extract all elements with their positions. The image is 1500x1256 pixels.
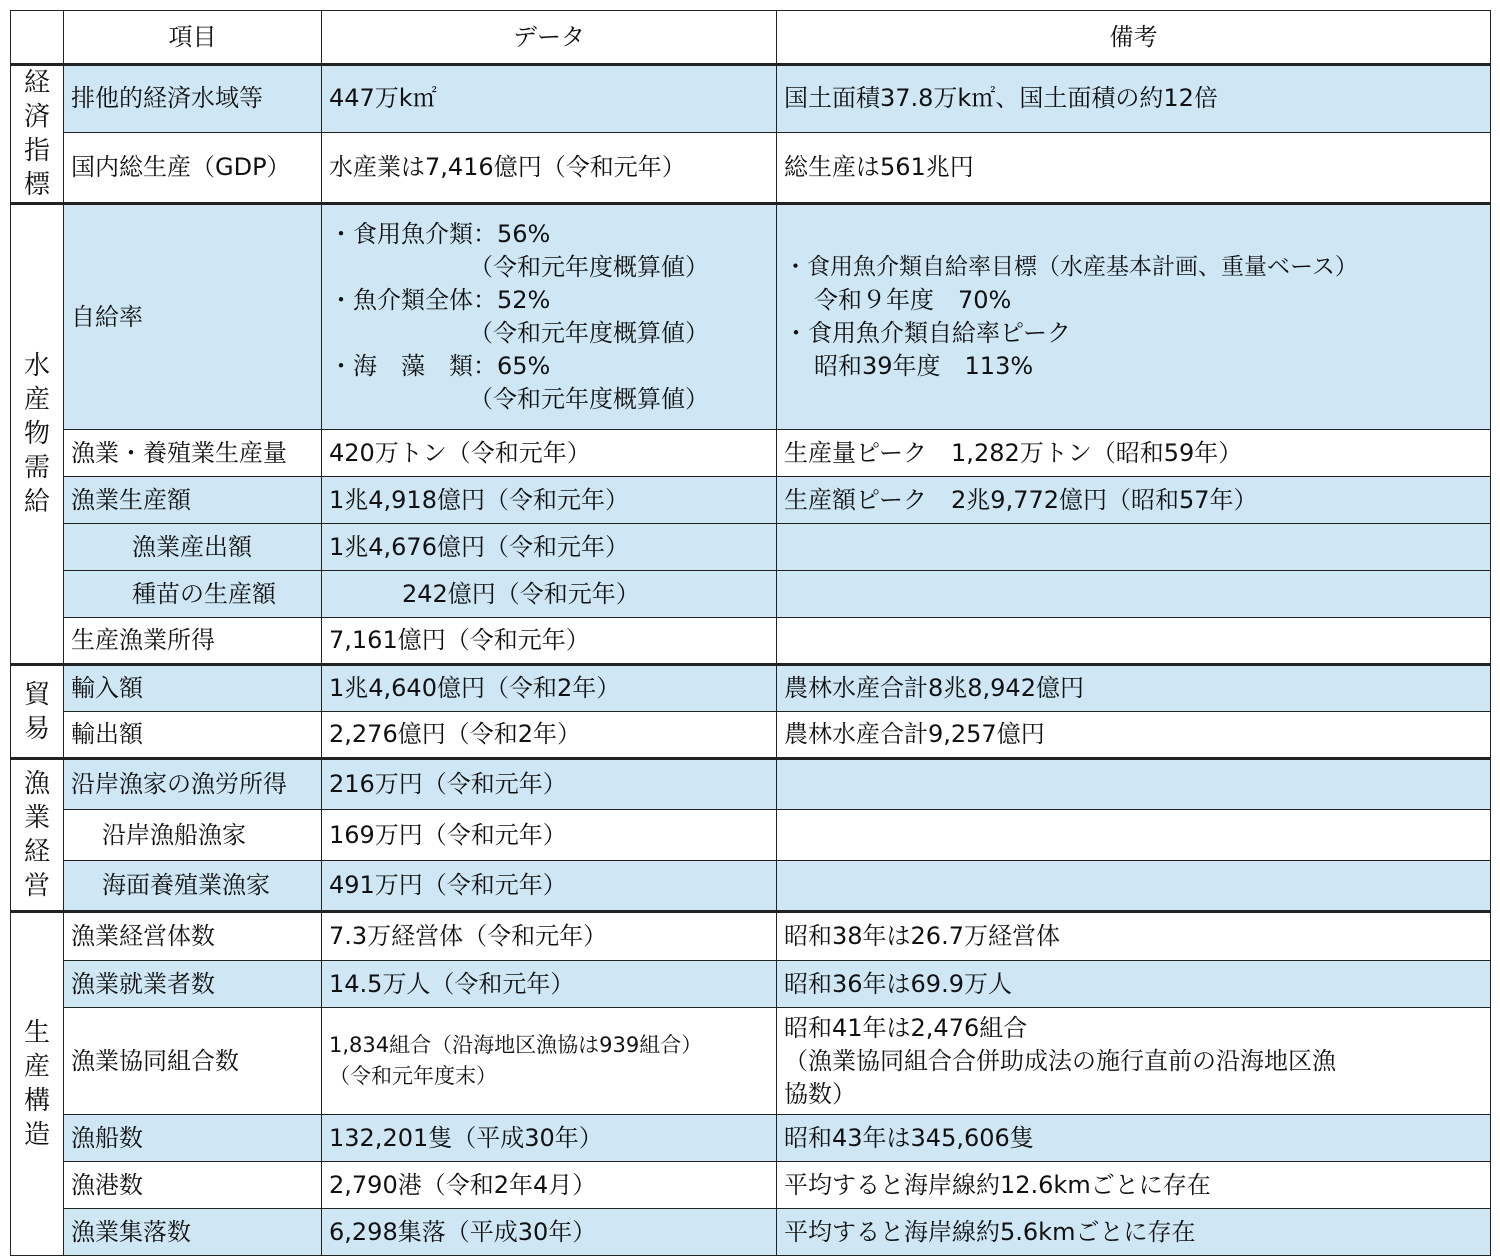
row-note: 生産額ピーク 2兆9,772億円（昭和57年） bbox=[777, 477, 1491, 524]
note-line: 協数） bbox=[784, 1079, 856, 1108]
row-data: 216万円（令和元年） bbox=[322, 759, 777, 810]
row-note: 昭和36年は69.9万人 bbox=[777, 961, 1491, 1008]
row-note: 昭和38年は26.7万経営体 bbox=[777, 912, 1491, 961]
category-economic-indicators bbox=[11, 65, 64, 204]
category-char: 産 bbox=[23, 385, 50, 415]
category-production-structure bbox=[11, 912, 64, 1256]
note-line: ・食用魚介類自給率目標（水産基本計画、重量ベース） bbox=[784, 254, 1358, 280]
row-data: 2,790港（令和2年4月） bbox=[322, 1162, 777, 1209]
table-row bbox=[11, 1115, 1491, 1162]
table-row bbox=[11, 712, 1491, 759]
row-data: 1兆4,918億円（令和元年） bbox=[322, 477, 777, 524]
row-item: 自給率 bbox=[64, 204, 322, 430]
row-item: 漁業生産額 bbox=[64, 477, 322, 524]
category-char: 需 bbox=[23, 453, 50, 483]
row-data: 14.5万人（令和元年） bbox=[322, 961, 777, 1008]
table-row bbox=[11, 132, 1491, 203]
row-note: 国土面積37.8万k㎡、国土面積の約12倍 bbox=[777, 65, 1491, 133]
row-item: 国内総生産（GDP） bbox=[64, 132, 322, 203]
note-line: 令和９年度 70% bbox=[814, 286, 1012, 314]
row-note: 昭和43年は345,606隻 bbox=[777, 1115, 1491, 1162]
header-item: 項目 bbox=[64, 11, 322, 65]
table-row bbox=[11, 861, 1491, 912]
category-char: 産 bbox=[23, 1052, 50, 1082]
row-item: 漁業就業者数 bbox=[64, 961, 322, 1008]
row-note: 総生産は561兆円 bbox=[777, 132, 1491, 203]
category-char: 生 bbox=[23, 1018, 50, 1048]
table-row bbox=[11, 1209, 1491, 1256]
table-row bbox=[11, 65, 1491, 133]
note-line: （漁業協同組合合併助成法の施行直前の沿海地区漁 bbox=[784, 1046, 1336, 1075]
table-row bbox=[11, 477, 1491, 524]
category-char: 営 bbox=[23, 871, 50, 901]
category-char: 造 bbox=[23, 1120, 50, 1150]
category-fishery-management bbox=[11, 759, 64, 912]
row-note: 平均すると海岸線約5.6kmごとに存在 bbox=[777, 1209, 1491, 1256]
table-row bbox=[11, 571, 1491, 618]
header-note: 備考 bbox=[777, 11, 1491, 65]
row-note: 農林水産合計9,257億円 bbox=[777, 712, 1491, 759]
table-row bbox=[11, 524, 1491, 571]
row-note bbox=[777, 524, 1491, 571]
table-row bbox=[11, 759, 1491, 810]
data-line: （令和元年度末） bbox=[329, 1064, 497, 1088]
data-line: （令和元年度概算値） bbox=[469, 385, 709, 413]
row-data: 447万k㎡ bbox=[322, 65, 777, 133]
row-note bbox=[777, 571, 1491, 618]
note-line: 昭和39年度 113% bbox=[814, 352, 1034, 380]
row-data: 1兆4,676億円（令和元年） bbox=[322, 524, 777, 571]
row-item: 排他的経済水域等 bbox=[64, 65, 322, 133]
row-data: 242億円（令和元年） bbox=[322, 571, 777, 618]
category-char: 指 bbox=[23, 136, 50, 166]
table-row bbox=[11, 961, 1491, 1008]
data-line: ・海 藻 類：65% bbox=[329, 352, 551, 380]
row-data: 6,298集落（平成30年） bbox=[322, 1209, 777, 1256]
row-data: 2,276億円（令和2年） bbox=[322, 712, 777, 759]
category-char: 標 bbox=[23, 170, 50, 200]
row-data: 132,201隻（平成30年） bbox=[322, 1115, 777, 1162]
table-row bbox=[11, 665, 1491, 712]
row-note bbox=[777, 759, 1491, 810]
category-char: 水 bbox=[23, 351, 50, 381]
header-data: データ bbox=[322, 11, 777, 65]
category-char: 物 bbox=[23, 419, 50, 449]
fisheries-statistics-table bbox=[10, 10, 1491, 1256]
table-row bbox=[11, 1162, 1491, 1209]
row-item: 沿岸漁家の漁労所得 bbox=[64, 759, 322, 810]
table-header-row bbox=[11, 11, 1491, 65]
row-data: 水産業は7,416億円（令和元年） bbox=[322, 132, 777, 203]
category-char: 構 bbox=[23, 1086, 50, 1116]
category-char: 経 bbox=[23, 68, 50, 98]
data-line: （令和元年度概算値） bbox=[469, 319, 709, 347]
row-item: 海面養殖業漁家 bbox=[64, 861, 322, 912]
data-line: ・食用魚介類：56% bbox=[329, 220, 551, 248]
row-data: 7,161億円（令和元年） bbox=[322, 618, 777, 665]
category-char: 経 bbox=[23, 837, 50, 867]
row-data: 1兆4,640億円（令和2年） bbox=[322, 665, 777, 712]
row-note: 生産量ピーク 1,282万トン（昭和59年） bbox=[777, 430, 1491, 477]
category-char: 易 bbox=[23, 713, 50, 744]
row-note: 平均すると海岸線約12.6kmごとに存在 bbox=[777, 1162, 1491, 1209]
row-item: 漁業産出額 bbox=[64, 524, 322, 571]
table-row bbox=[11, 912, 1491, 961]
data-line: 1,834組合（沿海地区漁協は939組合） bbox=[329, 1033, 703, 1057]
data-line: ・魚介類全体：52% bbox=[329, 286, 551, 314]
row-item: 漁業経営体数 bbox=[64, 912, 322, 961]
row-item: 漁業協同組合数 bbox=[64, 1008, 322, 1115]
row-note: 農林水産合計8兆8,942億円 bbox=[777, 665, 1491, 712]
category-char: 業 bbox=[23, 803, 50, 833]
note-line: 昭和41年は2,476組合 bbox=[784, 1013, 1028, 1042]
row-item: 種苗の生産額 bbox=[64, 571, 322, 618]
data-line: （令和元年度概算値） bbox=[469, 253, 709, 281]
row-data: 420万トン（令和元年） bbox=[322, 430, 777, 477]
table-row bbox=[11, 1008, 1491, 1115]
table-row bbox=[11, 810, 1491, 861]
row-item: 漁業・養殖業生産量 bbox=[64, 430, 322, 477]
row-note bbox=[777, 810, 1491, 861]
table-row bbox=[11, 618, 1491, 665]
header-category bbox=[11, 11, 64, 65]
row-note bbox=[777, 861, 1491, 912]
row-item: 沿岸漁船漁家 bbox=[64, 810, 322, 861]
row-data: 169万円（令和元年） bbox=[322, 810, 777, 861]
table-row bbox=[11, 430, 1491, 477]
category-trade bbox=[11, 665, 64, 759]
row-item: 輸入額 bbox=[64, 665, 322, 712]
row-item: 漁業集落数 bbox=[64, 1209, 322, 1256]
row-item: 生産漁業所得 bbox=[64, 618, 322, 665]
row-data: 491万円（令和元年） bbox=[322, 861, 777, 912]
category-char: 貿 bbox=[23, 679, 50, 710]
row-item: 輸出額 bbox=[64, 712, 322, 759]
category-char: 漁 bbox=[23, 769, 50, 799]
category-char: 給 bbox=[23, 487, 50, 517]
row-data-multiline bbox=[322, 204, 777, 430]
row-data-multiline bbox=[322, 1008, 777, 1115]
row-note-multiline bbox=[777, 204, 1491, 430]
row-item: 漁船数 bbox=[64, 1115, 322, 1162]
category-char: 済 bbox=[23, 102, 50, 132]
row-note-multiline bbox=[777, 1008, 1491, 1115]
category-seafood-supply bbox=[11, 204, 64, 665]
row-item: 漁港数 bbox=[64, 1162, 322, 1209]
note-line: ・食用魚介類自給率ピーク bbox=[784, 319, 1072, 347]
table-row bbox=[11, 204, 1491, 430]
row-data: 7.3万経営体（令和元年） bbox=[322, 912, 777, 961]
row-note bbox=[777, 618, 1491, 665]
